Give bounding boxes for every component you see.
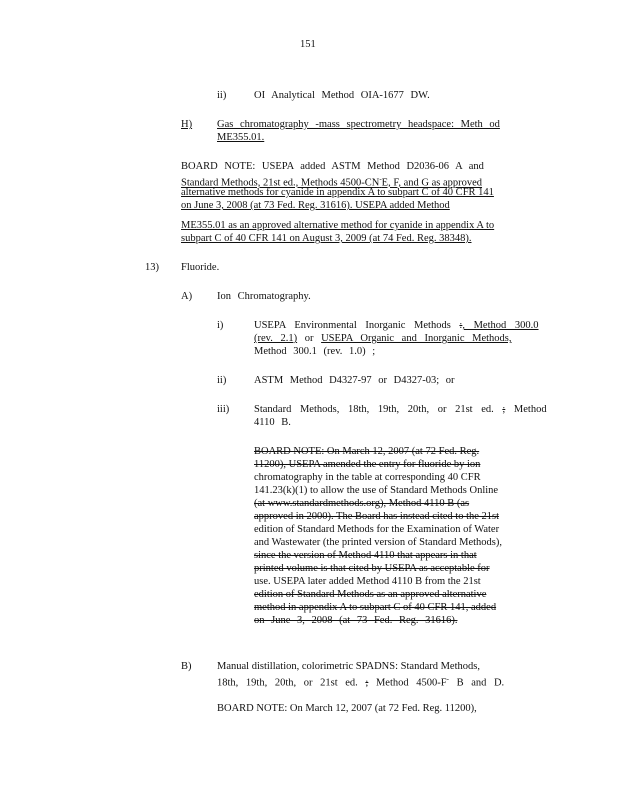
- board-note-2-l2: 11200), USEPA amended the entry for fluoride by ion: [254, 459, 481, 470]
- item-ii-label: ii): [217, 90, 227, 101]
- item-Aiii-line1b: ;: [502, 404, 506, 415]
- item-Ai-line2b: or: [297, 333, 322, 344]
- item-Ai-line2c: USEPA Organic and Inorganic Methods,: [321, 333, 512, 344]
- item-Ai-line2a: (rev. 2.1): [254, 333, 298, 344]
- board-note-2-l5: (at www.standardmethods.org), Method 4110 B (as: [254, 498, 470, 509]
- item-B-line2d: B and D.: [448, 677, 505, 689]
- board-note-3: BOARD NOTE: On March 12, 2007 (at 72 Fed. Reg. 11200),: [217, 703, 477, 714]
- board-note-2-l10: printed volume is that cited by USEPA as acceptable for: [254, 563, 490, 574]
- board-note-1-line6: subpart C of 40 CFR 141 on August 3, 2009 (at 74 Fed. Reg. 38348).: [181, 233, 472, 244]
- item-Ai-line1b: :: [459, 320, 463, 331]
- board-note-1-line5: ME355.01 as an approved alternative method for cyanide in appendix A to: [181, 220, 495, 231]
- item-Aiii-line1c: Method: [505, 404, 547, 415]
- board-note-2-l12: edition of Standard Methods as an approved alternative: [254, 589, 487, 600]
- board-note-2-l8: and Wastewater (the printed version of Standard Methods),: [254, 537, 502, 548]
- item-A-text: Ion Chromatography.: [217, 291, 311, 302]
- item-Ai-line1c: , Method 300.0: [462, 320, 539, 331]
- page-number: 151: [300, 39, 316, 50]
- item-B-line2c: Method 4500-F: [368, 677, 447, 689]
- item-Aiii-line1a: Standard Methods, 18th, 19th, 20th, or 21st ed.: [254, 404, 494, 415]
- board-note-2-l13: method in appendix A to subpart C of 40 CFR 141, added: [254, 602, 497, 613]
- board-note-1-line4: on June 3, 2008 (at 73 Fed. Reg. 31616). USEPA added Method: [181, 200, 450, 211]
- board-note-2-l14: on June 3, 2008 (at 73 Fed. Reg. 31616).: [254, 615, 458, 626]
- board-note-2-l3: chromatography in the table at corresponding 40 CFR: [254, 472, 481, 483]
- item-B-line2b: ;: [365, 677, 369, 689]
- item-Ai-line1: [254, 319, 539, 332]
- item-B-line1: Manual distillation, colorimetric SPADNS: Standard Methods,: [217, 661, 480, 672]
- board-note-2-l1: BOARD NOTE: On March 12, 2007 (at 72 Fed. Reg.: [254, 446, 480, 457]
- board-note-2-l11: use. USEPA later added Method 4110 B from the 21st: [254, 576, 481, 587]
- board-note-2-l6: approved in 2000). The Board has instead cited to the 21st: [254, 511, 500, 522]
- item-Ai-line1a: USEPA Environmental Inorganic Methods: [254, 320, 451, 331]
- item-ii-text: OI Analytical Method OIA-1677 DW.: [254, 90, 430, 101]
- item-B-line2a: 18th, 19th, 20th, or 21st ed.: [217, 677, 358, 689]
- item-Aiii-label: iii): [217, 404, 230, 415]
- item-Ai-line2: [254, 332, 512, 345]
- item-13-label: 13): [145, 262, 159, 273]
- item-Aiii-line1: [254, 403, 547, 416]
- item-Ai-line3: Method 300.1 (rev. 1.0) ;: [254, 346, 376, 357]
- board-note-1-line1: BOARD NOTE: USEPA added ASTM Method D2036-06 A and: [181, 161, 484, 172]
- board-note-1-line2a: Standard Methods, 21st ed., Methods 4500-CN: [181, 177, 380, 189]
- item-H-label: H): [181, 119, 193, 130]
- board-note-1-line2b: E, F, and G as approved: [381, 177, 483, 189]
- item-Aii-text: ASTM Method D4327-97 or D4327-03; or: [254, 375, 455, 386]
- item-13-text: Fluoride.: [181, 262, 220, 273]
- item-Aiii-line2: 4110 B.: [254, 417, 291, 428]
- board-note-1-line3: alternative methods for cyanide in appendix A to subpart C of 40 CFR 141: [181, 187, 494, 198]
- item-B-line2: [217, 673, 504, 690]
- item-B-sup: -: [446, 675, 449, 683]
- item-H-line1: Gas chromatography -mass spectrometry headspace: Meth od: [217, 119, 500, 130]
- item-H-line2: ME355.01.: [217, 132, 265, 143]
- item-A-label: A): [181, 291, 193, 302]
- item-Aii-label: ii): [217, 375, 227, 386]
- board-note-2-l9: since the version of Method 4110 that appears in that: [254, 550, 477, 561]
- board-note-1-sup: -: [379, 175, 382, 183]
- board-note-2-l4: 141.23(k)(1) to allow the use of Standard Methods Online: [254, 485, 499, 496]
- item-Ai-label: i): [217, 320, 224, 331]
- item-B-label: B): [181, 661, 192, 672]
- board-note-2-l7: edition of Standard Methods for the Examination of Water: [254, 524, 500, 535]
